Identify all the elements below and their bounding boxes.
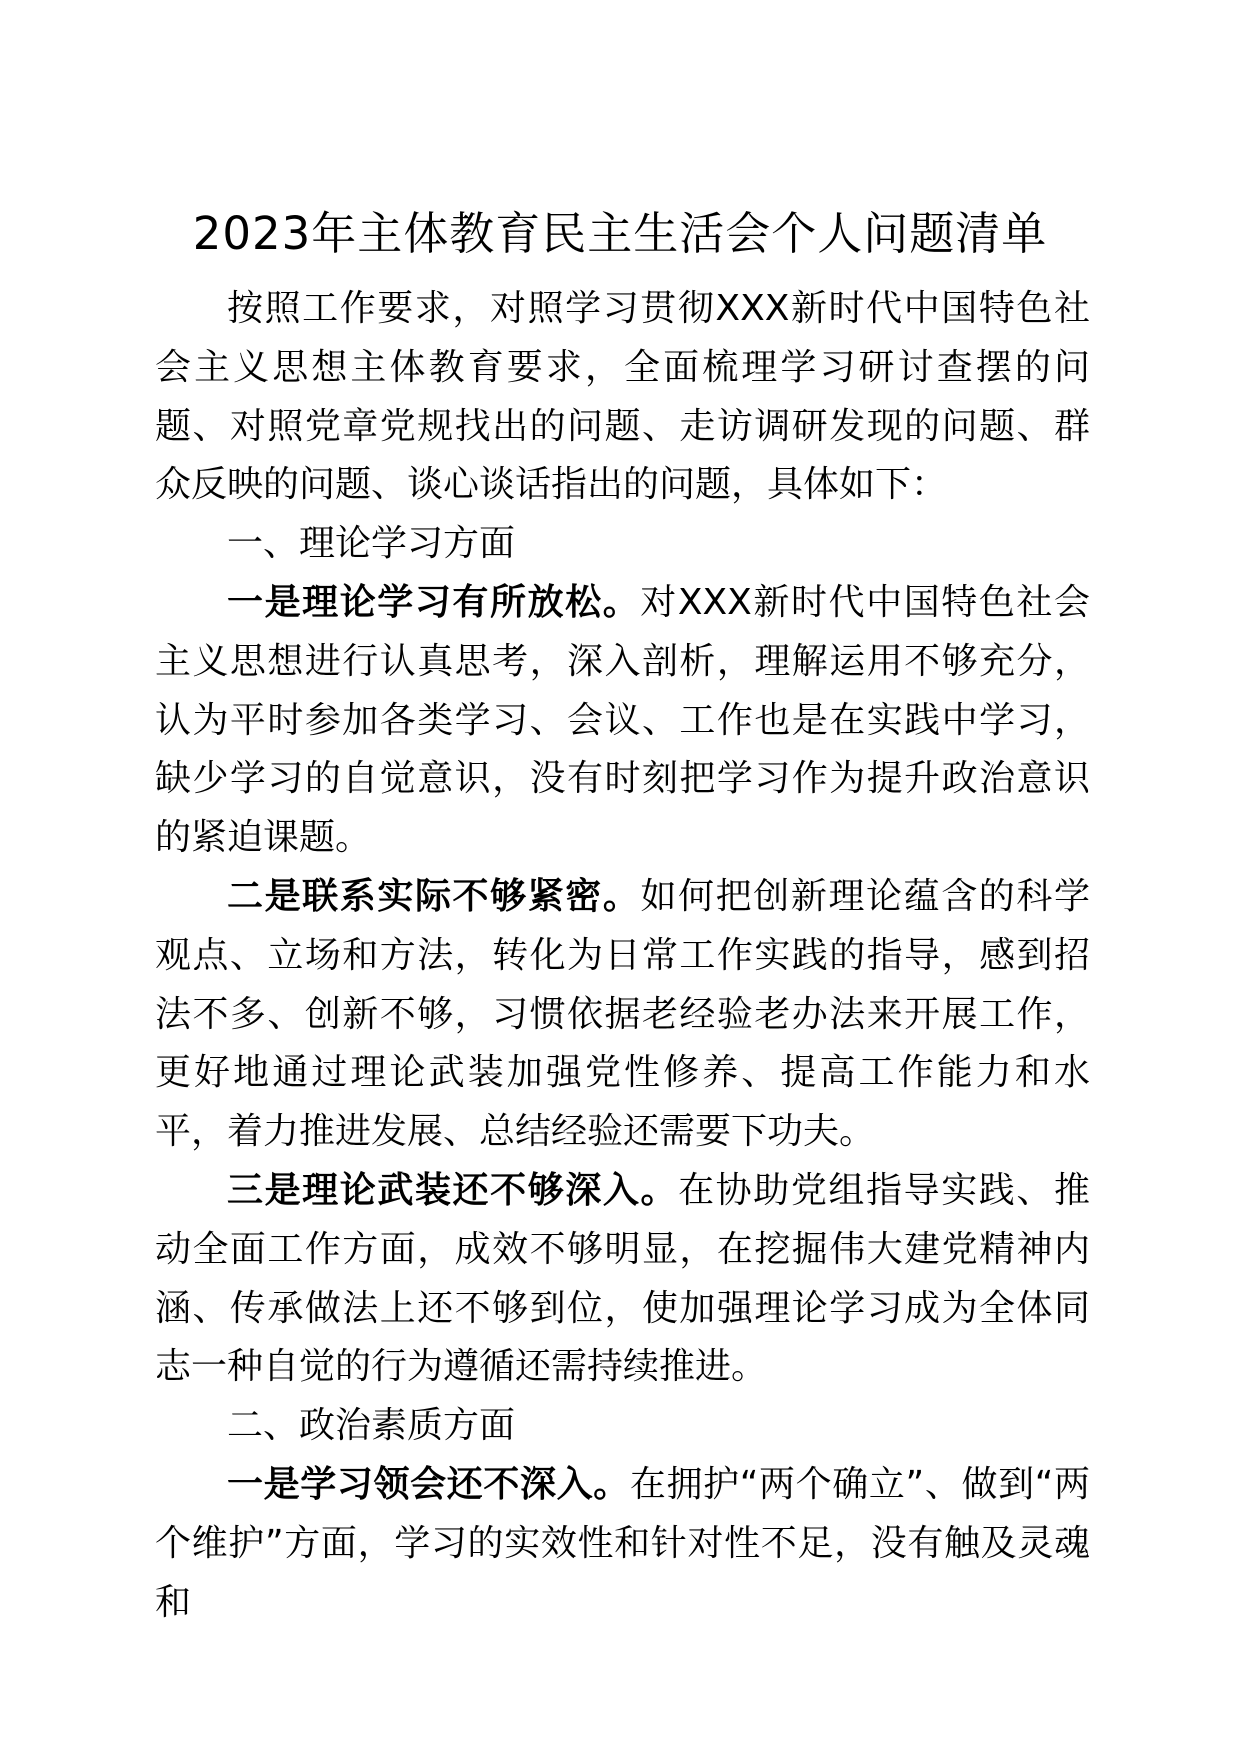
document-title: 2023年主体教育民主生活会个人问题清单 [192, 207, 1048, 260]
theory-item-3 [155, 1162, 1090, 1397]
item-lead: 二是联系实际不够紧密。 [227, 875, 641, 917]
item-text: 如何把创新理论蕴含的科学观点、立场和方法，转化为日常工作实践的指导，感到招法不多、创新不够，习惯依据老经验老办法来开展工作，更好地通过理论武装加强党性修养、提高工作能力和水平，着力推进发展、总结经验还需要下功夫。 [155, 875, 1090, 1153]
item-text: 在拥护“两个确立”、做到“两个维护”方面，学习的实效性和针对性不足，没有触及灵魂和 [155, 1463, 1090, 1623]
item-lead: 一是学习领会还不深入。 [227, 1463, 630, 1505]
political-item-1 [155, 1456, 1090, 1632]
item-text: 对XXX新时代中国特色社会主义思想进行认真思考，深入剖析，理解运用不够充分，认为平时参加各类学习、会议、工作也是在实践中学习，缺少学习的自觉意识，没有时刻把学习作为提升政治意识的紧迫课题。 [155, 581, 1090, 859]
item-lead: 三是理论武装还不够深入。 [227, 1169, 679, 1211]
theory-item-2 [155, 868, 1090, 1162]
intro-paragraph: 按照工作要求，对照学习贯彻XXX新时代中国特色社会主义思想主体教育要求，全面梳理学习研讨查摆的问题、对照党章党规找出的问题、走访调研发现的问题、群众反映的问题、谈心谈话指出的问题，具体如下： [155, 288, 1090, 506]
document-body [155, 280, 1090, 1632]
section-heading-theory: 一、理论学习方面 [227, 523, 516, 565]
section-heading-political: 二、政治素质方面 [227, 1405, 516, 1447]
item-text: 在协助党组指导实践、推动全面工作方面，成效不够明显，在挖掘伟大建党精神内涵、传承做法上还不够到位，使加强理论学习成为全体同志一种自觉的行为遵循还需持续推进。 [155, 1169, 1090, 1388]
item-lead: 一是理论学习有所放松。 [227, 581, 641, 623]
theory-item-1 [155, 574, 1090, 868]
